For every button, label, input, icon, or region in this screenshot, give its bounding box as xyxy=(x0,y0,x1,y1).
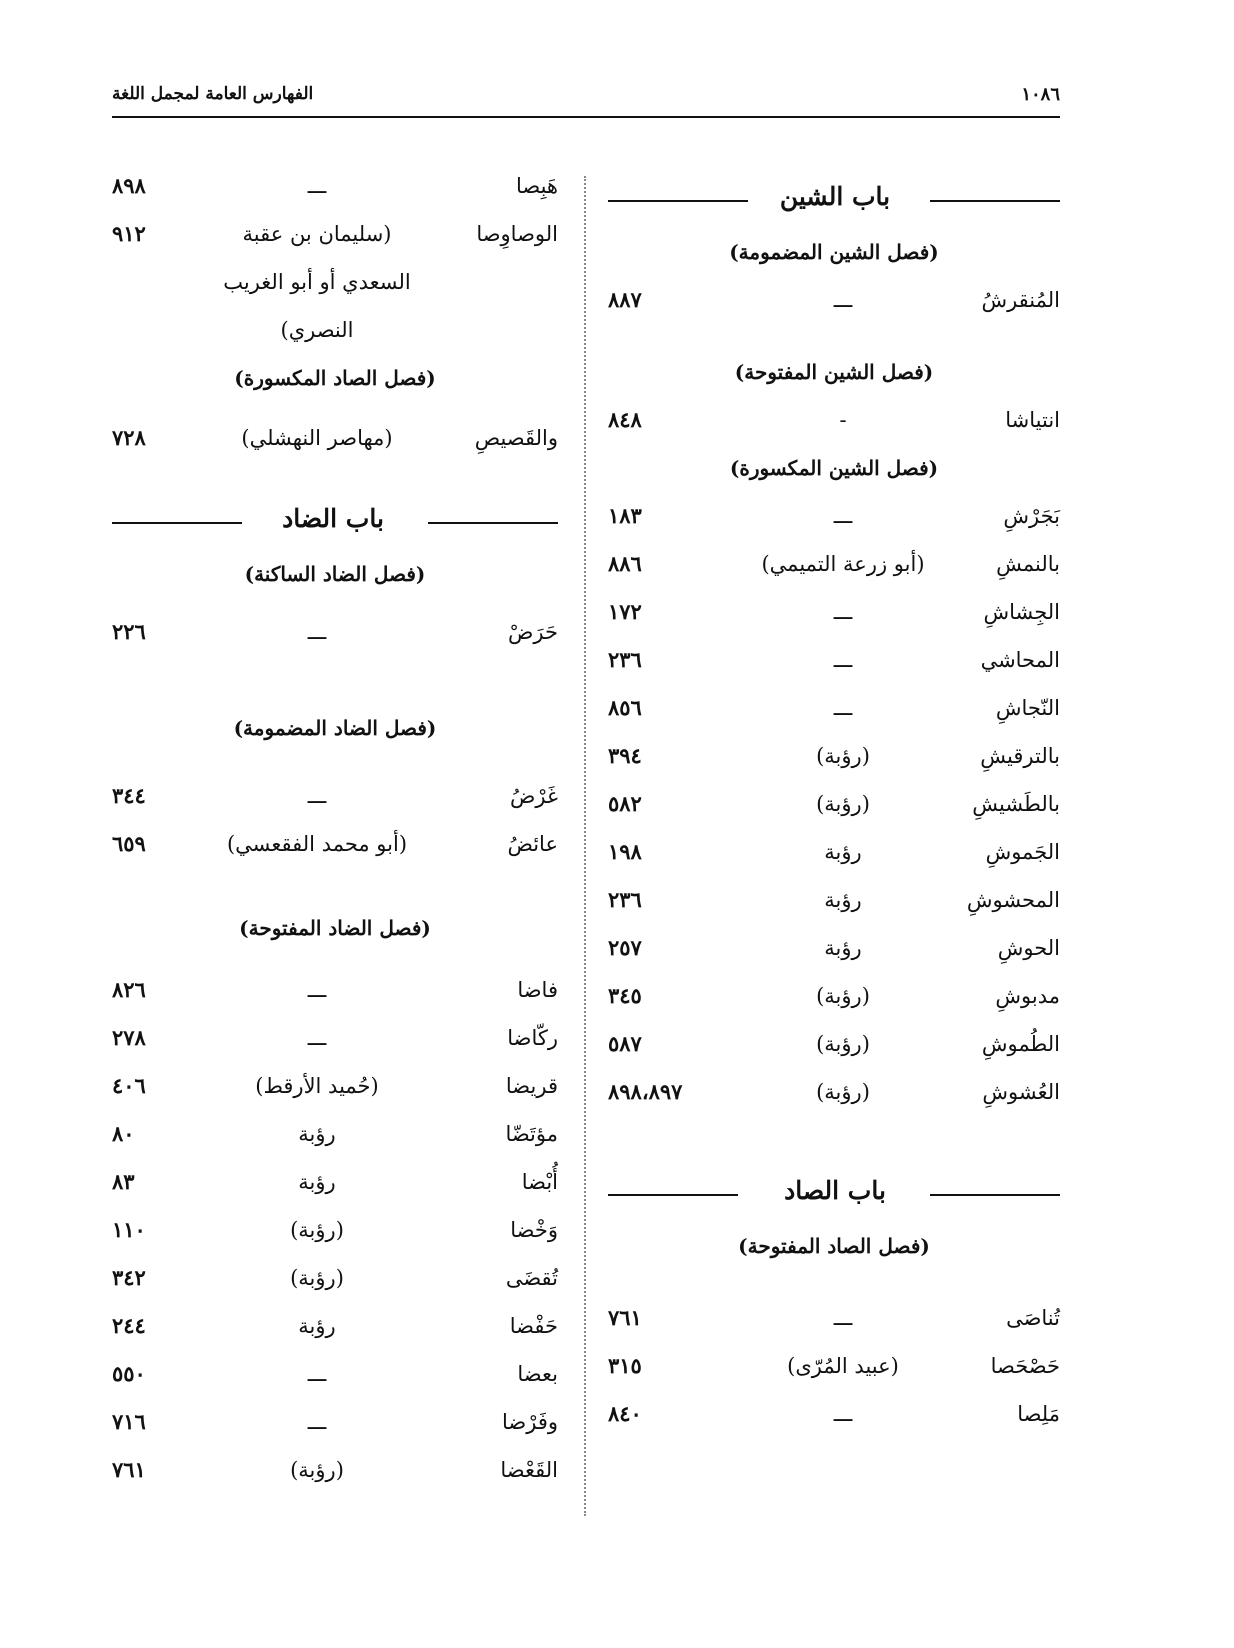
entry-page: ٢٥٧ xyxy=(608,935,642,960)
poet-continuation: النصري) xyxy=(280,318,354,342)
entry-poet: رؤبة xyxy=(824,936,862,960)
index-entry xyxy=(112,170,558,218)
entry-word: بالترقيشِ xyxy=(980,744,1060,768)
entry-page: ٢٧٨ xyxy=(112,1025,146,1050)
entry-page: ٨٨٦ xyxy=(608,551,642,576)
entry-page: ١٧٢ xyxy=(608,599,642,624)
entry-page: ٤٠٦ xyxy=(112,1073,146,1098)
entry-poet: - xyxy=(839,408,847,432)
entry-poet: (عبيد المُرّى) xyxy=(787,1354,899,1378)
index-entry xyxy=(608,1398,1060,1446)
entry-word: الوصاوِصا xyxy=(476,222,558,246)
fasl-heading: (فصل الصاد المكسورة) xyxy=(234,366,436,390)
index-entry xyxy=(112,1262,558,1310)
entry-poet: (رؤبة) xyxy=(290,1266,344,1290)
index-entry xyxy=(112,1118,558,1166)
entry-page: ١٨٣ xyxy=(608,503,642,528)
index-entry xyxy=(112,1070,558,1118)
left-column xyxy=(112,170,558,1502)
index-entry xyxy=(608,788,1060,836)
entry-word: ركّاضا xyxy=(507,1026,558,1050)
entry-poet: (رؤبة) xyxy=(816,792,870,816)
index-entry xyxy=(112,422,558,470)
entry-page: ٨٥٦ xyxy=(608,695,642,720)
index-entry xyxy=(608,740,1060,788)
entry-word: الطُموشِ xyxy=(981,1032,1060,1056)
entry-word: النّجاشِ xyxy=(995,696,1060,720)
entry-poet: ـــ xyxy=(833,504,853,528)
entry-poet: (مهاصر النهشلي) xyxy=(241,426,393,450)
entry-word: حَرَضْ xyxy=(508,620,558,644)
index-entry xyxy=(608,836,1060,884)
index-entry xyxy=(608,932,1060,980)
entry-page: ٧١٦ xyxy=(112,1409,146,1434)
fasl-heading: (فصل الضاد الساكنة) xyxy=(244,562,426,586)
entry-page: ٥٥٠ xyxy=(112,1361,146,1386)
entry-word: الحوشِ xyxy=(997,936,1060,960)
entry-page: ٣٤٥ xyxy=(608,983,642,1008)
entry-word: وَخْضا xyxy=(510,1218,558,1242)
entry-page: ٨٢٦ xyxy=(112,977,146,1002)
entry-page: ٨٤٨ xyxy=(608,407,642,432)
entry-word: مؤتَضّا xyxy=(505,1122,558,1146)
fasl-heading: (فصل الشين المضمومة) xyxy=(729,240,939,264)
entry-poet: (أبو محمد الفقعسي) xyxy=(226,832,408,856)
entry-poet: ـــ xyxy=(307,174,327,198)
index-entry xyxy=(608,500,1060,548)
entry-poet: (رؤبة) xyxy=(816,744,870,768)
entry-word: أُبْضا xyxy=(521,1170,558,1194)
index-entry xyxy=(112,1358,558,1406)
index-entry xyxy=(608,404,1060,452)
entry-page: ٩١٢ xyxy=(112,221,146,246)
entry-page: ٨٩٨،٨٩٧ xyxy=(608,1079,683,1104)
entry-word: حَفْضا xyxy=(509,1314,558,1338)
index-entry xyxy=(608,644,1060,692)
entry-page: ٢٤٤ xyxy=(112,1313,146,1338)
index-entry xyxy=(112,1310,558,1358)
entry-page: ٧٦١ xyxy=(112,1457,146,1482)
entry-page: ١١٠ xyxy=(112,1217,146,1242)
entry-page: ٥٨٢ xyxy=(608,791,642,816)
column-divider xyxy=(584,176,586,1516)
index-entry xyxy=(112,1454,558,1502)
fasl-heading: (فصل الصاد المفتوحة) xyxy=(738,1234,930,1258)
entry-poet: ـــ xyxy=(833,600,853,624)
right-column xyxy=(608,178,1060,1446)
entry-poet: رؤبة xyxy=(824,888,862,912)
index-entry xyxy=(112,616,558,664)
entry-word: تُقضَى xyxy=(505,1266,558,1290)
index-entry xyxy=(112,1022,558,1070)
entry-poet: (رؤبة) xyxy=(816,1080,870,1104)
index-entry xyxy=(112,974,558,1022)
entry-poet: رؤبة xyxy=(298,1122,336,1146)
entry-word: هَبِصا xyxy=(515,174,558,198)
entry-page: ٣٩٤ xyxy=(608,743,642,768)
bab-title: باب الضاد xyxy=(282,504,384,533)
bab-heading xyxy=(608,178,1060,236)
fasl-heading: (فصل الشين المكسورة) xyxy=(729,456,939,480)
entry-poet: (أبو زرعة التميمي) xyxy=(761,552,925,576)
entry-word: والقَصيصِ xyxy=(474,426,558,450)
entry-word: فاضا xyxy=(517,978,558,1002)
running-header xyxy=(112,84,1060,118)
index-entry xyxy=(608,1302,1060,1350)
index-entry xyxy=(608,980,1060,1028)
entry-word: بعضا xyxy=(517,1362,558,1386)
entry-poet: (سليمان بن عقبة xyxy=(242,222,392,246)
entry-poet: (رؤبة) xyxy=(816,1032,870,1056)
entry-page: ٢٢٦ xyxy=(112,619,146,644)
entry-page: ٧٢٨ xyxy=(112,425,146,450)
entry-poet: (حُميد الأرقط) xyxy=(255,1074,379,1098)
fasl-heading: (فصل الضاد المفتوحة) xyxy=(239,916,431,940)
entry-page: ٨٨٧ xyxy=(608,287,642,312)
entry-word: تُناصَى xyxy=(1006,1306,1060,1330)
entry-word: قريضا xyxy=(505,1074,558,1098)
entry-word: بالطَشيشِ xyxy=(972,792,1060,816)
entry-word: الجَموشِ xyxy=(985,840,1060,864)
index-entry xyxy=(608,692,1060,740)
index-entry xyxy=(608,548,1060,596)
entry-word: العُشوشِ xyxy=(982,1080,1060,1104)
entry-poet: ـــ xyxy=(833,288,853,312)
entry-poet: رؤبة xyxy=(824,840,862,864)
entry-word: عائضُ xyxy=(507,832,558,856)
index-entry xyxy=(112,1214,558,1262)
entry-word: بَجَرْشِ xyxy=(1003,504,1060,528)
entry-poet: ـــ xyxy=(833,1402,853,1426)
entry-poet: ـــ xyxy=(833,696,853,720)
entry-page: ٨٤٠ xyxy=(608,1401,642,1426)
entry-page: ٣٤٤ xyxy=(112,783,146,808)
entry-poet: رؤبة xyxy=(298,1314,336,1338)
bab-heading xyxy=(608,1172,1060,1230)
entry-page: ٢٣٦ xyxy=(608,887,642,912)
page-number: ١٠٨٦ xyxy=(1021,84,1060,105)
entry-page: ٨٩٨ xyxy=(112,173,146,198)
entry-poet: ـــ xyxy=(307,1410,327,1434)
entry-poet: ـــ xyxy=(307,1362,327,1386)
entry-word: غَرْضُ xyxy=(510,784,558,808)
entry-poet: (رؤبة) xyxy=(290,1218,344,1242)
entry-page: ٨٠ xyxy=(112,1121,135,1146)
entry-poet: ـــ xyxy=(307,1026,327,1050)
bab-title: باب الشين xyxy=(779,182,891,211)
index-entry xyxy=(608,1076,1060,1124)
index-entry xyxy=(112,1406,558,1454)
bab-heading xyxy=(112,500,558,558)
index-entry xyxy=(112,780,558,828)
poet-continuation: السعدي أو أبو الغريب xyxy=(223,270,411,294)
fasl-heading: (فصل الشين المفتوحة) xyxy=(734,360,934,384)
index-entry xyxy=(112,218,558,266)
entry-page: ٧٦١ xyxy=(608,1305,642,1330)
fasl-heading: (فصل الضاد المضمومة) xyxy=(233,716,437,740)
entry-word: الجِشاشِ xyxy=(983,600,1060,624)
index-entry xyxy=(608,1350,1060,1398)
entry-page: ٣٤٢ xyxy=(112,1265,146,1290)
entry-word: المحشوشِ xyxy=(966,888,1060,912)
index-entry xyxy=(608,596,1060,644)
entry-page: ٣١٥ xyxy=(608,1353,642,1378)
index-entry xyxy=(608,284,1060,332)
entry-poet: ـــ xyxy=(307,784,327,808)
entry-word: مدبوشِ xyxy=(995,984,1060,1008)
index-entry xyxy=(112,1166,558,1214)
index-entry xyxy=(608,884,1060,932)
entry-page: ٢٣٦ xyxy=(608,647,642,672)
entry-word: حَصْحَصا xyxy=(990,1354,1060,1378)
entry-word: المحاشي xyxy=(980,648,1060,672)
index-entry xyxy=(608,1028,1060,1076)
entry-page: ٦٥٩ xyxy=(112,831,146,856)
entry-poet: ـــ xyxy=(307,978,327,1002)
entry-poet: ـــ xyxy=(307,620,327,644)
entry-word: مَلِصا xyxy=(1017,1402,1060,1426)
entry-poet: (رؤبة) xyxy=(290,1458,344,1482)
entry-page: ١٩٨ xyxy=(608,839,642,864)
entry-word: القَعْضا xyxy=(500,1458,558,1482)
entry-word: المُنقرشُ xyxy=(981,288,1060,312)
entry-poet: ـــ xyxy=(833,648,853,672)
entry-page: ٥٨٧ xyxy=(608,1031,642,1056)
entry-poet: (رؤبة) xyxy=(816,984,870,1008)
header-title: الفهارس العامة لمجمل اللغة xyxy=(112,84,314,104)
bab-title: باب الصاد xyxy=(784,1176,886,1205)
entry-word: انتياشا xyxy=(1005,408,1060,432)
index-entry xyxy=(112,828,558,876)
entry-word: وفَرْضا xyxy=(502,1410,558,1434)
entry-poet: ـــ xyxy=(833,1306,853,1330)
entry-page: ٨٣ xyxy=(112,1169,135,1194)
entry-poet: رؤبة xyxy=(298,1170,336,1194)
entry-word: بالنمشِ xyxy=(996,552,1060,576)
